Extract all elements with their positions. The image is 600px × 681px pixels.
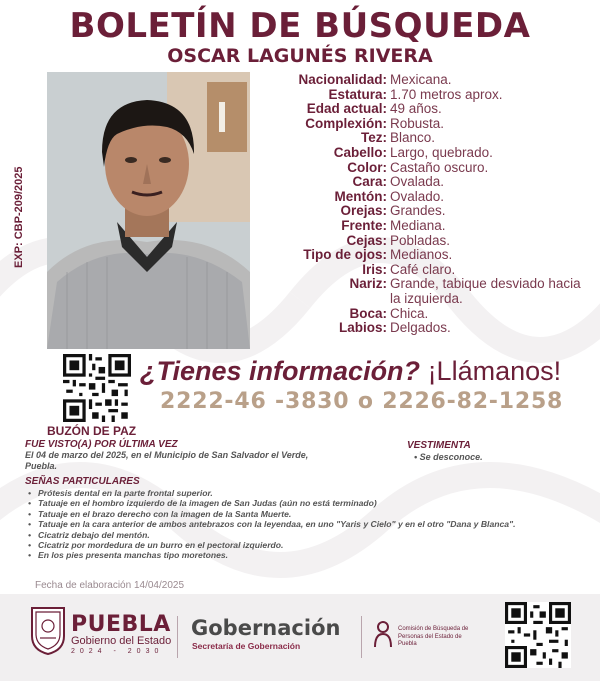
detail-row: Cejas: Pobladas. xyxy=(346,232,451,248)
elaboration-date: Fecha de elaboración 14/04/2025 xyxy=(35,580,185,591)
marks-heading: SEÑAS PARTICULARES xyxy=(25,476,140,487)
phone-numbers[interactable]: 2222-46 -3830 o 2226-82-1258 xyxy=(160,389,564,414)
comision-person-icon xyxy=(372,620,394,648)
divider xyxy=(177,616,178,658)
gobernacion-logo-subtitle: Secretaría de Gobernación xyxy=(192,641,301,651)
puebla-logo-subtitle: Gobierno del Estado xyxy=(71,635,172,647)
person-details xyxy=(262,73,592,336)
detail-row: Mentón: Ovalado. xyxy=(334,188,445,204)
detail-row: Cara: Ovalada. xyxy=(352,174,445,190)
person-photo xyxy=(47,72,250,349)
list-item: • Cicatriz por mordedura de un burro en el pectoral izquierdo. xyxy=(28,540,518,550)
puebla-shield-icon xyxy=(30,606,66,656)
detail-row: Frente: Mediana. xyxy=(341,217,446,233)
buzon-label: BUZÓN DE PAZ xyxy=(47,424,137,438)
detail-row: Orejas: Grandes. xyxy=(340,203,446,219)
page-title: BOLETÍN DE BÚSQUEDA xyxy=(69,6,531,46)
list-item: • Tatuaje en el hombro izquierdo de la imagen de San Judas (aún no está terminado) xyxy=(28,498,518,508)
detail-row: Tez: Blanco. xyxy=(361,130,436,146)
comision-logo-text: Comisión de Búsqueda de Personas del Estado de Puebla xyxy=(398,626,469,647)
contact-prompt: ¿Tienes información? ¡Llámanos! xyxy=(140,356,562,386)
detail-row: Boca: Chica. xyxy=(349,305,429,321)
expediente-number: EXP: CBP-209/2025 xyxy=(13,166,25,268)
divider xyxy=(361,616,362,658)
detail-row: Nacionalidad: Mexicana. xyxy=(298,72,452,87)
detail-row: Edad actual: 49 años. xyxy=(306,101,442,117)
detail-row: Labios: Delgados. xyxy=(338,320,451,336)
last-seen-heading: FUE VISTO(A) POR ÚLTIMA VEZ xyxy=(25,439,178,450)
clothing-item: • Se desconoce. xyxy=(414,452,483,462)
list-item: • Tatuaje en el brazo derecho con la imagen de la Santa Muerte. xyxy=(28,509,518,519)
buzon-qr-code[interactable] xyxy=(63,354,131,422)
footer-qr-code[interactable] xyxy=(505,602,571,668)
detail-row: Cabello: Largo, quebrado. xyxy=(333,144,493,160)
list-item: • Prótesis dental en la parte frontal superior. xyxy=(28,488,518,498)
detail-row: Tipo de ojos: Medianos. xyxy=(303,247,453,263)
list-item: • Cicatriz debajo del mentón. xyxy=(28,530,518,540)
person-name: OSCAR LAGUNÉS RIVERA xyxy=(167,45,433,67)
list-item: • Tatuaje en la cara anterior de ambos antebrazos con la leyendaa, en uno "Yaris y Cielo" y en el otro "Dana y Blanca". xyxy=(28,519,518,529)
detail-row: Estatura: 1.70 metros aprox. xyxy=(328,86,503,102)
last-seen-text: El 04 de marzo del 2025, en el Municipio de San Salvador el Verde, Puebla. xyxy=(25,450,309,471)
detail-row: Nariz: Grande, tabique desviado hacia la izquierda. xyxy=(349,276,581,306)
detail-row: Color: Castaño oscuro. xyxy=(347,159,489,175)
marks-list xyxy=(28,488,518,561)
puebla-logo-years: 2024 - 2030 xyxy=(71,648,164,655)
list-item: • En los pies presenta manchas tipo moretones. xyxy=(28,550,518,560)
detail-row: Complexión: Robusta. xyxy=(305,115,445,131)
gobernacion-logo-text: Gobernación xyxy=(191,616,341,640)
detail-row: Iris: Café claro. xyxy=(362,261,456,277)
puebla-logo-text: PUEBLA xyxy=(71,612,171,637)
clothing-heading: VESTIMENTA xyxy=(407,440,471,451)
